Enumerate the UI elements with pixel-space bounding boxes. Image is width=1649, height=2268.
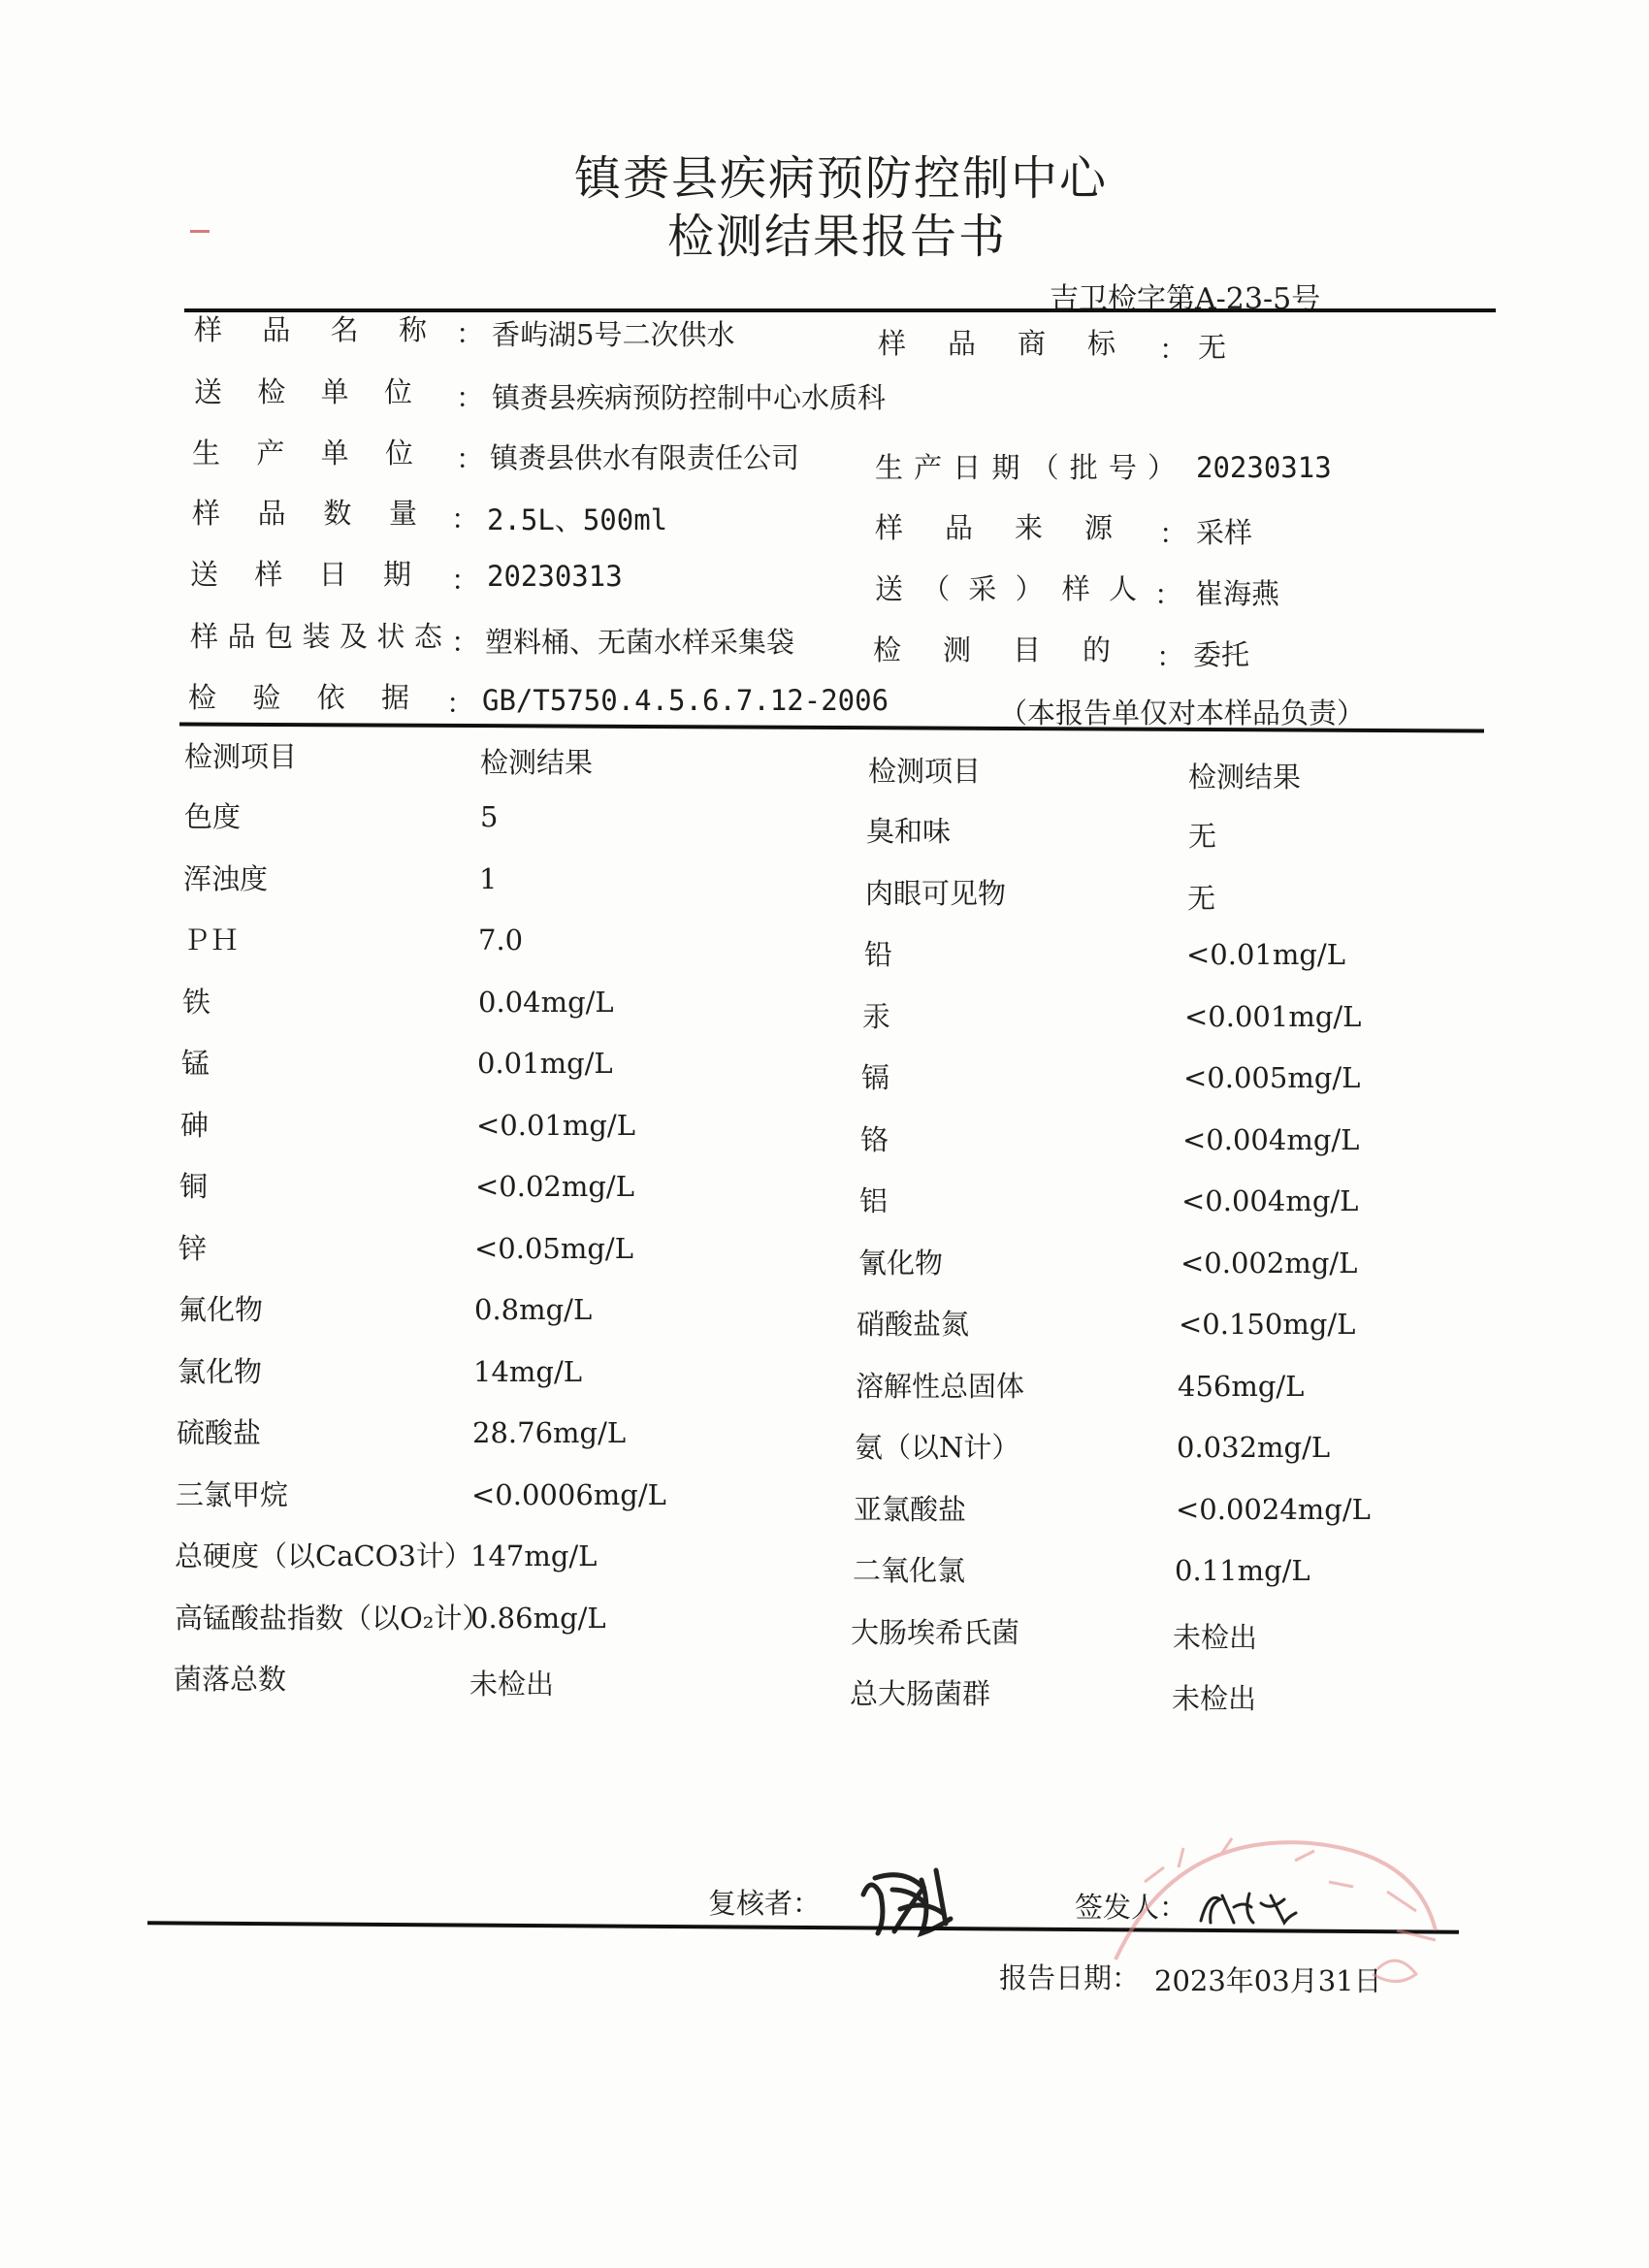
col-header-result-left: 检测结果: [480, 746, 594, 779]
production-date-value: 20230313: [1196, 451, 1332, 484]
left-item-name: 三氯甲烷: [176, 1477, 289, 1511]
colon: ：: [451, 626, 480, 659]
left-item-result: 1: [479, 861, 498, 895]
purpose-value: 委托: [1193, 638, 1250, 671]
right-item-name: 氰化物: [858, 1246, 944, 1280]
right-item-name: 溶解性总固体: [856, 1369, 1025, 1403]
right-item-result: 无: [1188, 820, 1217, 853]
left-item-result: 147mg/L: [470, 1539, 598, 1572]
left-item-name: 色度: [184, 800, 242, 833]
basis-value: GB/T5750.4.5.6.7.12-2006: [482, 684, 889, 717]
doc-title: 检测结果报告书: [667, 210, 1008, 264]
producer-value: 镇赉县供水有限责任公司: [490, 441, 800, 474]
colon: ：: [456, 381, 485, 414]
colon: ：: [456, 442, 485, 475]
right-item-result: 0.11mg/L: [1175, 1554, 1310, 1587]
left-item-result: 28.76mg/L: [472, 1416, 627, 1449]
right-item-result: 456mg/L: [1178, 1369, 1305, 1403]
sample-name-label: 样 品 名 称: [194, 313, 427, 346]
left-item-result: <0.05mg/L: [474, 1231, 633, 1265]
colon: ：: [451, 564, 480, 597]
left-item-name: 铁: [182, 985, 211, 1019]
right-item-result: <0.0024mg/L: [1176, 1492, 1371, 1526]
left-item-name: 锌: [178, 1231, 208, 1265]
col-header-result-right: 检测结果: [1188, 761, 1302, 794]
disclaimer: （本报告单仅对本样品负责）: [999, 697, 1366, 729]
production-date-label: 生 产 日 期 （ 批 号 ）: [875, 451, 1176, 484]
left-item-result: 0.86mg/L: [470, 1601, 606, 1635]
sample-name-value: 香屿湖5号二次供水: [492, 318, 735, 351]
submitter-value: 镇赉县疾病预防控制中心水质科: [492, 381, 887, 414]
quantity-label: 样 品 数 量: [192, 497, 417, 530]
source-label: 样 品 来 源: [875, 511, 1113, 544]
reviewer-signature: [854, 1861, 970, 1943]
right-item-name: 总大肠菌群: [850, 1677, 991, 1710]
sampler-value: 崔海燕: [1195, 577, 1280, 610]
left-item-result: <0.01mg/L: [476, 1108, 635, 1142]
send-date-value: 20230313: [487, 560, 623, 593]
issuer-label: 签发人：: [1075, 1891, 1188, 1924]
left-item-name: 铜: [179, 1170, 209, 1203]
colon: ：: [1156, 640, 1185, 673]
right-item-result: 未检出: [1173, 1620, 1258, 1654]
left-item-result: 7.0: [478, 923, 524, 956]
source-value: 采样: [1196, 516, 1253, 549]
left-item-name: 锰: [181, 1047, 210, 1080]
sampler-label: 送 （ 采 ） 样 人: [875, 572, 1137, 605]
right-item-name: 氨（以N计）: [855, 1431, 1020, 1464]
col-header-item-right: 检测项目: [868, 755, 982, 788]
right-item-result: <0.001mg/L: [1184, 999, 1362, 1033]
right-item-name: 大肠埃希氏菌: [851, 1615, 1020, 1649]
left-item-name: 氯化物: [178, 1354, 263, 1388]
right-item-name: 肉眼可见物: [865, 876, 1007, 910]
right-item-name: 铝: [859, 1184, 889, 1217]
right-item-result: <0.004mg/L: [1182, 1122, 1360, 1156]
right-item-name: 铅: [864, 938, 893, 971]
left-item-result: 0.01mg/L: [477, 1047, 613, 1080]
org-title: 镇赉县疾病预防控制中心: [574, 151, 1109, 206]
right-item-result: <0.005mg/L: [1183, 1061, 1361, 1094]
report-date-label: 报告日期：: [999, 1961, 1141, 1994]
left-item-result: 未检出: [469, 1668, 555, 1701]
quantity-value: 2.5L、500ml: [487, 503, 668, 536]
left-item-result: 14mg/L: [473, 1354, 582, 1388]
right-item-result: <0.01mg/L: [1186, 938, 1345, 971]
colon: ：: [451, 502, 480, 535]
left-item-name: 总硬度（以CaCO3计）: [175, 1539, 472, 1572]
right-item-result: <0.004mg/L: [1181, 1184, 1359, 1217]
right-item-name: 镉: [861, 1061, 890, 1094]
left-item-result: 0.8mg/L: [474, 1293, 593, 1326]
left-item-name: 氟化物: [178, 1293, 264, 1326]
left-item-name: 砷: [180, 1108, 210, 1142]
left-item-result: <0.0006mg/L: [471, 1477, 666, 1511]
colon: ：: [446, 687, 475, 720]
left-item-result: <0.02mg/L: [475, 1170, 634, 1203]
brand-value: 无: [1198, 331, 1227, 364]
left-item-name: ＰＨ: [182, 923, 240, 956]
reviewer-label: 复核者：: [708, 1887, 822, 1920]
right-item-name: 亚氯酸盐: [854, 1492, 967, 1526]
colon: ：: [456, 317, 485, 350]
basis-label: 检 验 依 据: [188, 681, 409, 714]
right-item-name: 汞: [862, 999, 891, 1033]
send-date-label: 送 样 日 期: [190, 558, 411, 591]
left-item-result: 0.04mg/L: [478, 985, 614, 1019]
right-item-result: <0.150mg/L: [1179, 1308, 1356, 1341]
right-item-result: 无: [1187, 881, 1216, 915]
left-item-result: 5: [480, 800, 499, 833]
producer-label: 生 产 单 位: [192, 437, 413, 470]
report-date-value: 2023年03月31日: [1154, 1964, 1382, 1997]
right-item-name: 铬: [860, 1122, 889, 1156]
right-item-name: 硝酸盐氮: [857, 1308, 970, 1341]
package-value: 塑料桶、无菌水样采集袋: [485, 626, 795, 659]
left-item-name: 硫酸盐: [177, 1416, 262, 1449]
right-item-result: 未检出: [1172, 1682, 1257, 1715]
submitter-label: 送 检 单 位: [194, 375, 412, 408]
left-item-name: 浑浊度: [183, 861, 269, 895]
official-stamp: [1086, 1824, 1455, 2008]
right-item-name: 臭和味: [866, 815, 952, 848]
report-number: 吉卫检字第A-23-5号: [1050, 282, 1321, 316]
right-item-result: <0.002mg/L: [1180, 1246, 1358, 1280]
left-item-name: 高锰酸盐指数（以O₂计）: [175, 1601, 491, 1635]
package-label: 样 品 包 装 及 状 态: [190, 620, 442, 653]
colon: ：: [1159, 517, 1188, 550]
left-item-name: 菌落总数: [174, 1663, 287, 1696]
col-header-item-left: 检测项目: [184, 740, 298, 773]
right-item-result: 0.032mg/L: [1177, 1431, 1331, 1464]
right-item-name: 二氧化氯: [853, 1554, 966, 1587]
brand-label: 样 品 商 标: [878, 327, 1116, 360]
colon: ：: [1159, 333, 1188, 366]
margin-mark: [190, 230, 210, 233]
colon: ：: [1154, 578, 1183, 611]
purpose-label: 检 测 目 的: [873, 633, 1111, 666]
